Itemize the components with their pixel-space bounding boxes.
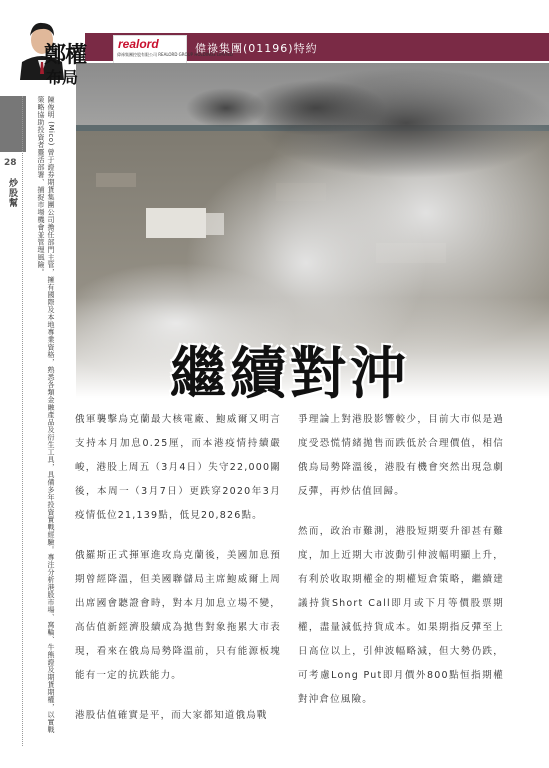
column-title-main: 鄭權 — [44, 42, 87, 68]
body-column-right — [298, 408, 504, 728]
body-paragraph: 俄軍襲擊烏克蘭最大核電廠、鮑威爾又明言支持本月加息0.25厘，而本港疫情持續嚴峻，港股上周五（3月4日）失守22,000關後，本周一（3月7日）更跌穿2020年3月疫情低位21,139點，低見20,826點。 — [75, 414, 281, 521]
page-number: 28 — [4, 158, 17, 168]
sponsor-title: 偉祿集團(01196)特約 — [195, 42, 318, 55]
body-paragraph: 俄羅斯正式揮軍進攻烏克蘭後，美國加息預期曾經降溫，但美國聯儲局主席鮑威爾上周出席國會聽證會時，對本月加息立場不變，高估值新經濟股續成為拋售對象拖累大市表現，看來在俄烏局勢降溫前，只有能源板塊能有一定的抗跌能力。 — [75, 550, 281, 681]
header-band — [85, 33, 549, 61]
body-paragraph: 港股估值確實是平，而大家都知道俄烏戰 — [75, 710, 268, 721]
author-bio: 陳俊明 (Mico) 曾于證券期貨集團公司擔任部門主管，擁有國際及本地專業資格，熟悉各類金融產品及衍生工具，具備多年投資實戰經驗。專注分析港股市場、窩輪、牛熊證及期貨期權，以實戰策略協助投資者靈活部署、捕捉市場機會並管理風險。 — [37, 96, 55, 734]
realord-logo — [113, 35, 233, 65]
column-title — [44, 38, 86, 88]
article-headline: 繼續對沖 — [170, 342, 410, 407]
section-title: 炒股幫 — [7, 178, 17, 208]
column-title-sub: 布局 — [46, 68, 79, 87]
body-paragraph: 爭理論上對港股影響較少，目前大市似是過度受恐慌情緒拋售而跌低於合理價值，相信俄烏局勢降溫後，港股有機會突然出現急劇反彈，再炒估值回歸。 — [298, 414, 504, 497]
left-rail — [0, 0, 26, 768]
logo-subtitle: 偉祿集團控股有限公司 REALORD GROUP HOLDINGS LIMITED — [117, 52, 233, 57]
dotted-divider — [22, 96, 23, 746]
logo-wordmark: realord — [118, 37, 159, 51]
body-paragraph: 然而，政治市難測，港股短期要升卻甚有難度，加上近期大市波動引伸波幅明顯上升，有利於收取期權金的期權短倉策略，繼續建議持貨Short Call即月或下月等價股票期權，盡量減低持貨成本。如果期指反彈至上日高位以上，引伸波幅略減，但大勢仍跌，可考慮Long Put即月價外800點恒指期權對沖倉位風險。 — [298, 526, 504, 705]
body-column-left — [75, 408, 281, 744]
